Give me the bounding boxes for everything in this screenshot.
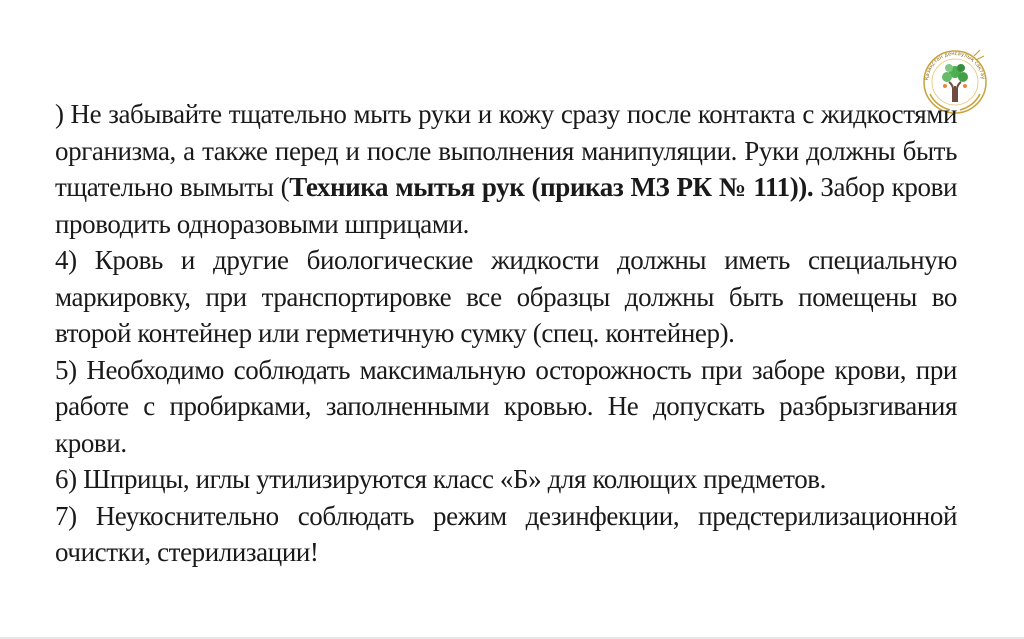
slide-body xyxy=(55,96,957,571)
item-number: 7) xyxy=(55,500,77,531)
item-number: 4) xyxy=(55,245,77,275)
logo-ring-text: Қазақстан денсаулық сақтау xyxy=(924,50,986,81)
paragraph-6 xyxy=(55,461,957,498)
paragraph-3 xyxy=(55,96,957,242)
paragraph-3-bold: Техника мытья рук (приказ МЗ РК № 111)). xyxy=(289,172,814,202)
paragraph-4 xyxy=(55,242,957,352)
item-number: 5) xyxy=(55,354,77,385)
item-number: 6) xyxy=(55,464,77,494)
paragraph-3-tail: Забор крови проводить одноразовыми шприцами. xyxy=(55,172,957,239)
paragraph-7-text: Неукоснительно соблюдать режим дезинфекции, предстерилизационной очистки, стерилизации! xyxy=(55,500,957,567)
paragraph-6-text: Шприцы, иглы утилизируются класс «Б» для колющих предметов. xyxy=(83,464,827,494)
paragraph-5-text: Необходимо соблюдать максимальную осторожность при заборе крови, при работе с пробирками, заполненными кровью. Не допускать разбрызгивания крови. xyxy=(55,354,957,458)
paragraph-5 xyxy=(55,352,957,462)
paragraph-4-text: Кровь и другие биологические жидкости должны иметь специальную маркировку, при транспортировке все образцы должны быть помещены во второй контейнер или герметичную сумку (спец. контейнер). xyxy=(55,245,957,348)
paragraph-3-text: ) Не забывайте тщательно мыть руки и кожу сразу после контакта с жидкостями организма, а также перед и после выполнения манипуляции. Руки должны быть тщательно вымыты ( xyxy=(55,99,957,202)
paragraph-7 xyxy=(55,498,957,571)
